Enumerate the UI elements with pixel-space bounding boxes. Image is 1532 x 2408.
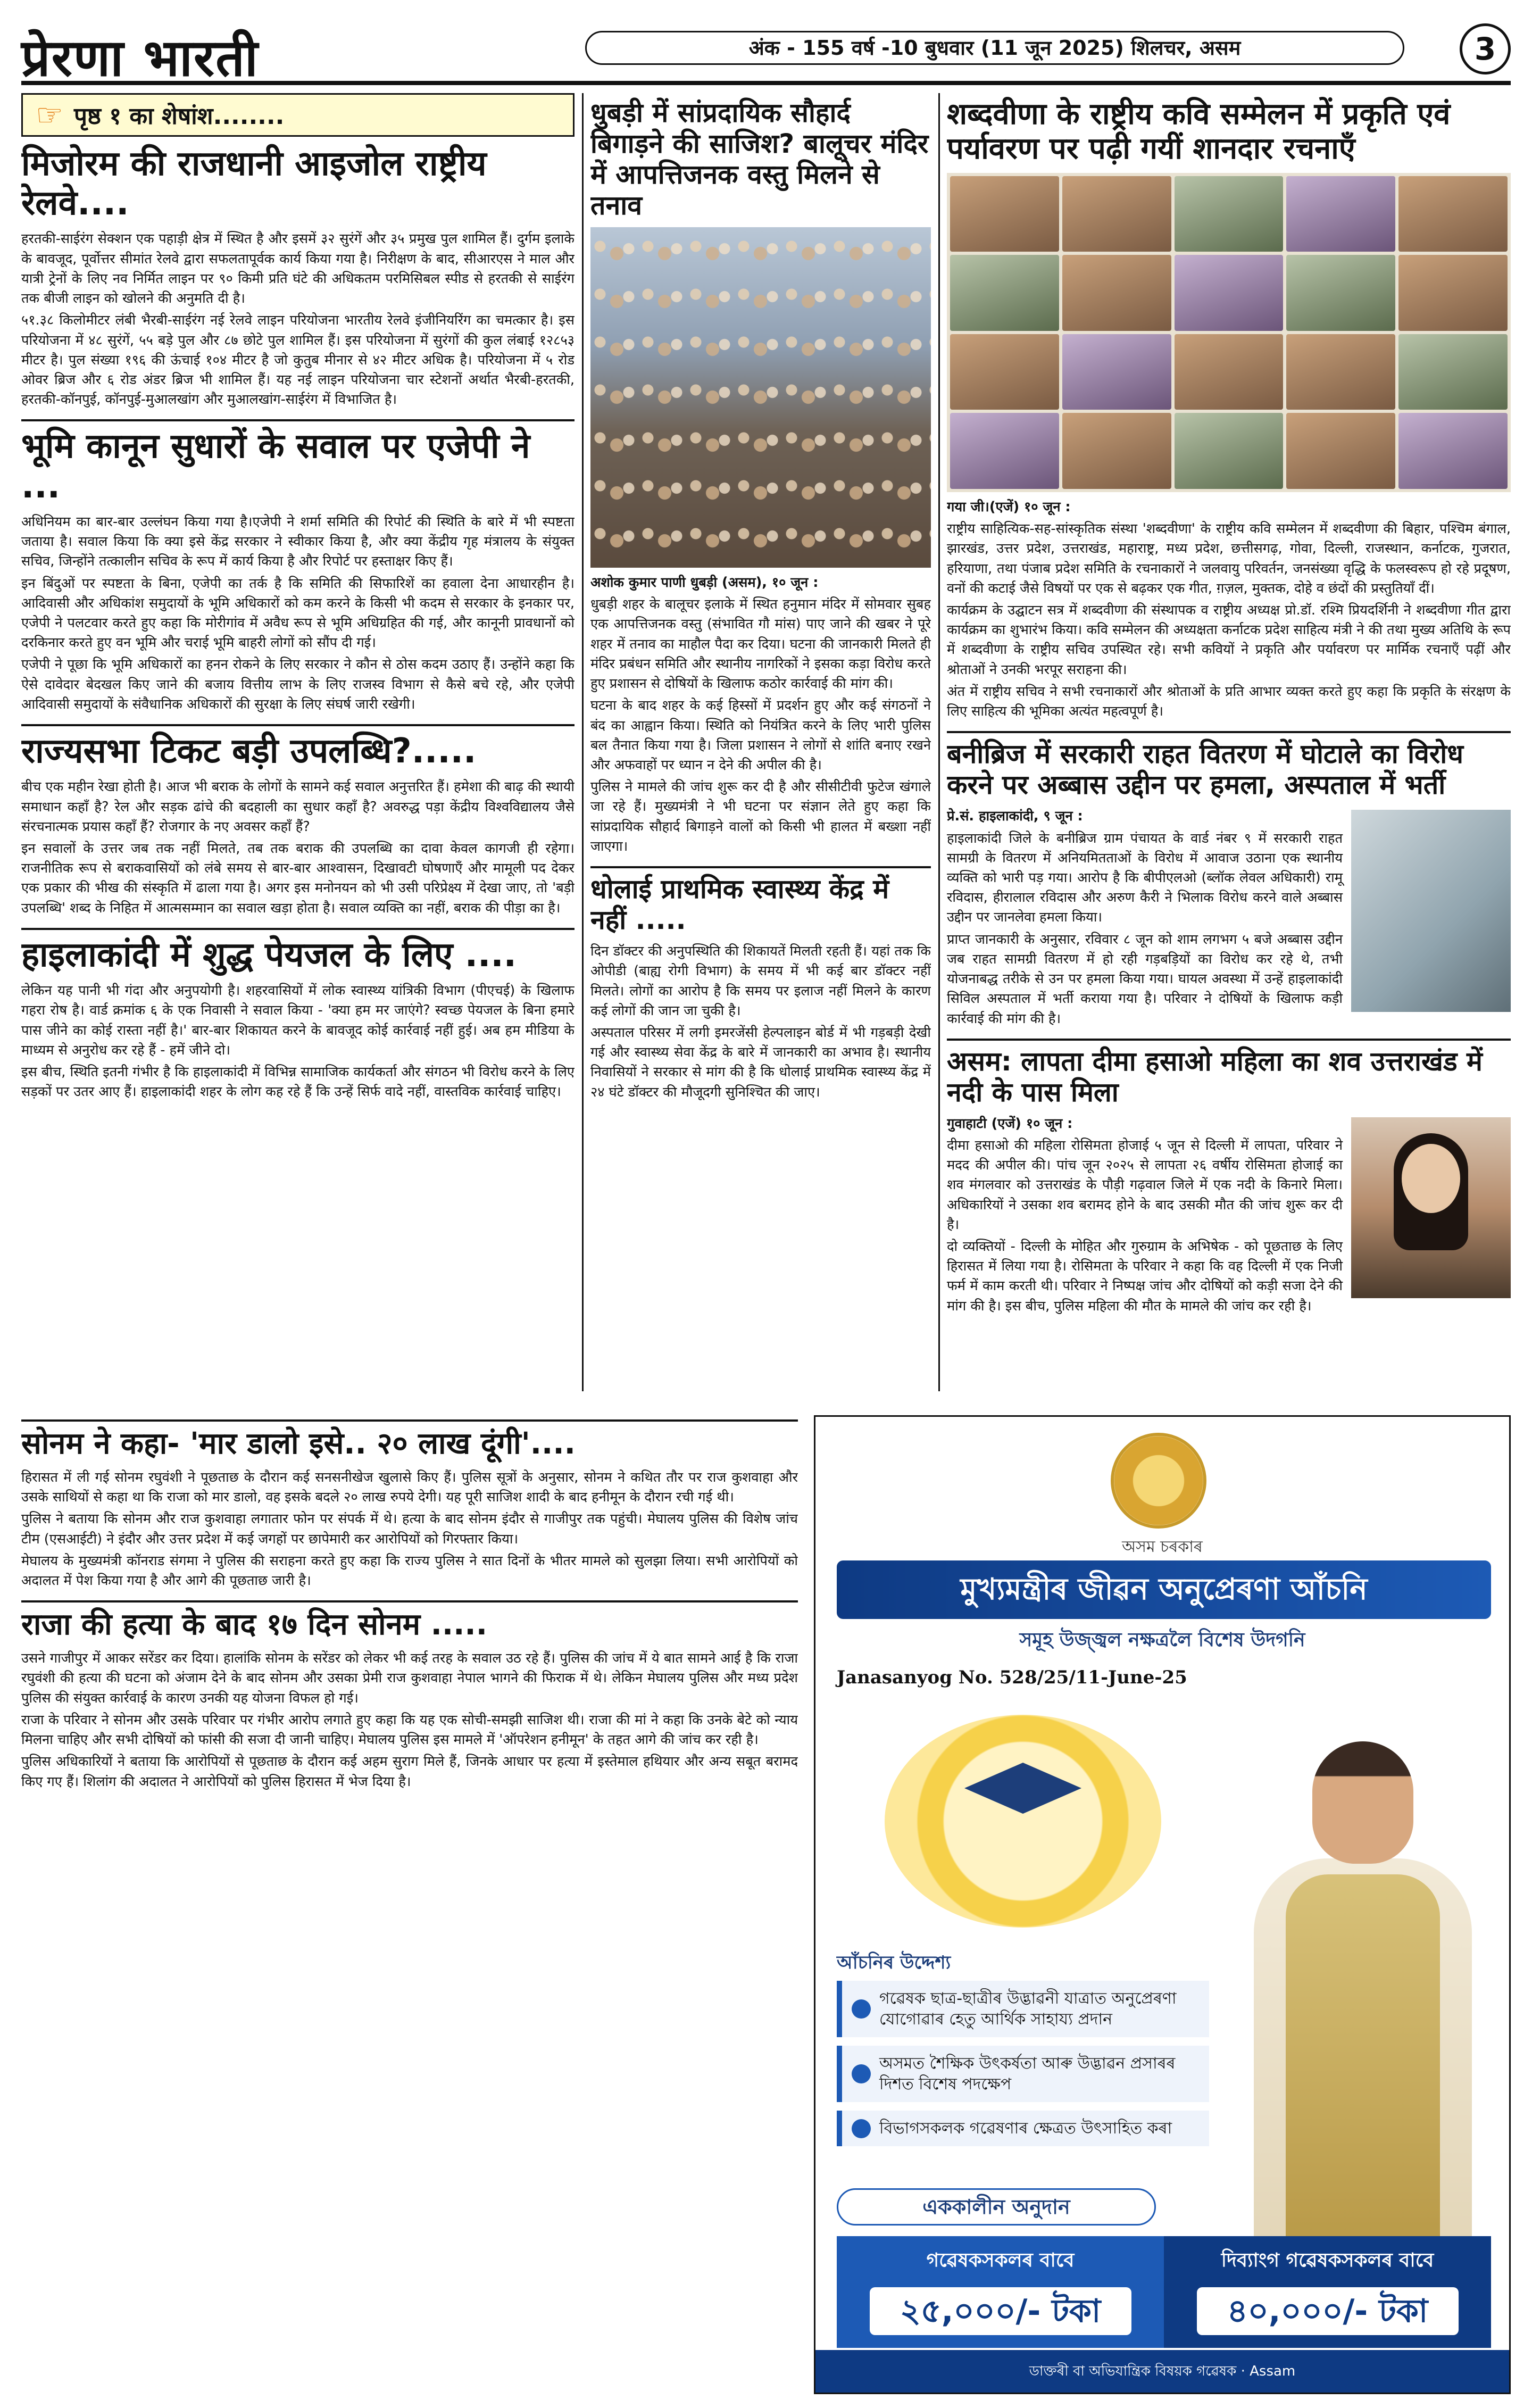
paragraph: इस बीच, स्थिति इतनी गंभीर है कि हाइलाकांदी में विभिन्न सामाजिक कार्यकर्ता और संगठन भी विरोध करने के लिए सड़कों पर उतर आए हैं। हाइलाकांदी शहर के लोग कह रहे हैं कि उन्हें सिर्फ वादे नहीं, वास्तविक कार्रवाई चाहिए। <box>21 1064 574 1100</box>
article-body <box>21 777 574 918</box>
article-body <box>21 1649 798 1792</box>
column-rule <box>582 93 584 1391</box>
paragraph: पुलिस ने मामले की जांच शुरू कर दी है और सीसीटीवी फुटेज खंगाले जा रहे हैं। मुख्यमंत्री ने भी घटना पर संज्ञान लेते हुए कहा कि सांप्रदायिक सौहार्द बिगाड़ने वालों को किसी भी हालत में बख्शा नहीं जाएगा। <box>590 779 931 854</box>
ad-title: মুখ্যমন্ত্ৰীৰ জীৱন অনুপ্ৰেৰণা আঁচনি <box>837 1560 1491 1619</box>
news-photo-crowd <box>590 227 931 568</box>
article-dateline: गुवाहाटी (एजें) १० जून : <box>947 1115 1073 1132</box>
ad-footer: ডাক্তৰী বা অভিযান্ত্ৰিক বিষয়ক গৱেষক · Assam <box>815 2350 1509 2393</box>
check-icon <box>852 2119 871 2138</box>
article-dateline: प्रे.सं. हाइलाकांदी, ९ जून : <box>947 808 1083 825</box>
article-headline[interactable]: असम: लापता दीमा हसाओ महिला का शव उत्तराखंड में नदी के पास मिला <box>947 1039 1511 1108</box>
article-dateline: अशोक कुमार पाणी धुबड़ी (असम), १० जून : <box>590 575 819 591</box>
check-icon <box>852 1999 871 2019</box>
paragraph: हाइलाकांदी जिले के बनीब्रिज ग्राम पंचायत के वार्ड नंबर ९ में सरकारी राहत सामग्री के वितरण में अनियमितताओं के विरोध में आवाज उठाना एक स्थानीय व्यक्ति को भारी पड़ गया। आरोप है कि बीपीएलओ (ब्लॉक लेवल अधिकारी) रामू रविदास, हीरालाल रविदास और अरुण कैरी ने भिलाक विरोध करने वाले अब्बास उद्दीन पर जानलेवा हमला किया। <box>947 830 1343 926</box>
chief-minister-photo <box>1233 1736 1488 2247</box>
paragraph: पुलिस अधिकारियों ने बताया कि आरोपियों से पूछताछ के दौरान कई अहम सुराग मिले हैं, जिनके आधार पर हत्या में इस्तेमाल हथियार और अन्य सबूत बरामद किए गए हैं। शिलांग की अदालत ने आरोपियों को पुलिस हिरासत में भेज दिया है। <box>21 1754 798 1790</box>
middle-column <box>590 93 931 1386</box>
article-headline[interactable]: भूमि कानून सुधारों के सवाल पर एजेपी ने ... <box>21 419 574 505</box>
paragraph: दो व्यक्तियों - दिल्ली के मोहित और गुरुग्राम के अभिषेक - को पूछताछ के लिए हिरासत में लिया गया है। रोसिमता के परिवार ने कहा कि वह दिल्ली में एक निजी फर्म में काम करती थी। परिवार ने निष्पक्ष जांच और दोषियों को कड़ी सजा देने की मांग की है। इस बीच, पुलिस महिला की मौत के मामले की जांच कर रही है। <box>947 1239 1343 1314</box>
paragraph: लेकिन यह पानी भी गंदा और अनुपयोगी है। शहरवासियों में लोक स्वास्थ्य यांत्रिकी विभाग (पीएचई) के खिलाफ गहरा रोष है। वार्ड क्रमांक ६ के एक निवासी ने सवाल किया - 'क्या हम मर जाएंगे? स्वच्छ पेयजल के बिना हमारे पास जीने का कोई रास्ता नहीं है।' बार-बार शिकायत करने के बावजूद कोई कार्रवाई नहीं हुई। अब हम मीडिया के माध्यम से अनुरोध कर रहे हैं - हमें जीने दो। <box>21 983 574 1058</box>
paragraph: ५१.३८ किलोमीटर लंबी भैरबी-साईरंग नई रेलवे लाइन परियोजना भारतीय रेलवे इंजीनियरिंग का चमत्कार है। इस परियोजना में ४८ सुरंगें, ५५ बड़े पुल और ८७ छोटे पुल शामिल हैं। इस परियोजना में सुरंगों की कुल लंबाई १२८५३ मीटर है। पुल संख्या १९६ की ऊंचाई १०४ मीटर है जो कुतुब मीनार से ४२ मीटर अधिक है। परियोजना में ५ रोड ओवर ब्रिज और ६ रोड अंडर ब्रिज भी शामिल हैं। यह नई लाइन परियोजना चार स्टेशनों अर्थात भैरबी-हरतकी, हरतकी-कॉनपुई, कॉनपुई-मुआलखांग और मुआलखांग-साईरंग में विभाजित है। <box>21 312 574 408</box>
grant-card-divyang: দিব্যাংগ গৱেষকসকলৰ বাবে ৪০,০০০/- টকা <box>1164 2236 1491 2348</box>
article-body <box>590 573 931 857</box>
hospital-photo <box>1351 810 1511 1012</box>
right-column <box>947 93 1511 1386</box>
page-number: 3 <box>1460 23 1511 74</box>
ad-tagline: সমূহ উজ্জ্বল নক্ষত্ৰলৈ বিশেষ উদগনি <box>1019 1629 1305 1651</box>
ad-grant-label: এককালীন অনুদান <box>837 2188 1156 2226</box>
paragraph: मेघालय के मुख्यमंत्री कॉनराड संगमा ने पुलिस की सराहना करते हुए कहा कि राज्य पुलिस ने सात दिनों के भीतर मामले को सुलझा लिया। सभी आरोपियों को अदालत में पेश किया गया है और आगे की पूछताछ जारी है। <box>21 1552 798 1589</box>
article-headline[interactable]: हाइलाकांदी में शुद्ध पेयजल के लिए .... <box>21 928 574 975</box>
assam-emblem-icon <box>1111 1433 1206 1529</box>
paragraph: कार्यक्रम के उद्घाटन सत्र में शब्दवीणा की संस्थापक व राष्ट्रीय अध्यक्ष प्रो.डॉ. रश्मि प्रियदर्शिनी ने शब्दवीणा गीत द्वारा कार्यक्रम का शुभारंभ किया। कवि सम्मेलन की अध्यक्षता कर्नाटक प्रदेश साहित्य मंत्री ने की तथा मुख्य अतिथि के रूप में शब्दवीणा के राष्ट्रीय सचिव उपस्थित रहे। सभी कवियों ने प्रकृति और पर्यावरण पर मार्मिक रचनाएँ पढ़ीं और श्रोताओं ने उनकी भरपूर सराहना की। <box>947 602 1511 678</box>
ad-objectives-list <box>837 1981 1209 2155</box>
article-body <box>21 1468 798 1591</box>
article-body <box>947 807 1511 1028</box>
government-advertisement[interactable] <box>814 1415 1511 2394</box>
paragraph: एजेपी ने पूछा कि भूमि अधिकारों का हनन रोकने के लिए सरकार ने कौन से ठोस कदम उठाए हैं। उन्होंने कहा कि ऐसे दावेदार बेदखल किए जाने की बजाय वित्तीय लाभ के लिए राजस्व विभाग से कैसे बचे रहे, और एजेपी आदिवासी समुदायों के संवैधानिक अधिकारों की सुरक्षा के लिए संघर्ष जारी रखेगी। <box>21 657 574 712</box>
paragraph: बीच एक महीन रेखा होती है। आज भी बराक के लोगों के सामने कई सवाल अनुत्तरित हैं। हमेशा की बाढ़ की स्थायी समाधान कहाँ है? रेल और सड़क ढांचे की बदहाली का सुधार कहाँ है? अवरुद्ध पड़ा केंद्रीय विश्वविद्यालय जैसे संरचनात्मक प्रयास कहाँ हैं? रोजगार के नए अवसर कहाँ हैं? <box>21 779 574 835</box>
paragraph: उसने गाजीपुर में आकर सरेंडर कर दिया। हालांकि सोनम के सरेंडर को लेकर भी कई तरह के सवाल उठ रहे हैं। पुलिस की जांच में ये बात सामने आई है कि राजा रघुवंशी की हत्या की घटना को अंजाम देने के बाद सोनम और उसका प्रेमी राज कुशवाहा नेपाल भागने की फिराक में थे। लेकिन मेघालय पुलिस और मध्य प्रदेश पुलिस की संयुक्त कार्रवाई के कारण उनकी यह योजना विफल हो गई। <box>21 1650 798 1706</box>
article-body <box>590 942 931 1102</box>
paragraph: अस्पताल परिसर में लगी इमरजेंसी हेल्पलाइन बोर्ड में भी गड़बड़ी देखी गई और स्वास्थ्य सेवा केंद्र के बारे में जानकारी का अभाव है। स्थानीय निवासियों ने सरकार से मांग की है कि धोलाई प्राथमिक स्वास्थ्य केंद्र में २४ घंटे डॉक्टर की मौजूदगी सुनिश्चित की जाए। <box>590 1024 931 1100</box>
graduation-illustration <box>885 1715 1161 1928</box>
banner-label: पृष्ठ १ का शेषांश........ <box>74 103 285 130</box>
graduation-cap-icon <box>964 1763 1081 1826</box>
grant-card-researchers: গৱেষকসকলৰ বাবে ২৫,০০০/- টকা <box>837 2236 1164 2348</box>
article-headline[interactable]: धोलाई प्राथमिक स्वास्थ्य केंद्र में नहीं ..... <box>590 866 931 935</box>
paragraph: राजा के परिवार ने सोनम और उसके परिवार पर गंभीर आरोप लगाते हुए कहा कि यह एक सोची-समझी साजिश थी। राजा की मां ने कहा कि उनके बेटे को न्याय मिलना चाहिए और सभी दोषियों को फांसी की सजा दी जानी चाहिए। मेघालय पुलिस इस मामले में 'ऑपरेशन हनीमून' के तहत आगे की जांच कर रही है। <box>21 1712 798 1748</box>
article-body <box>947 1114 1511 1316</box>
paragraph: दीमा हसाओ की महिला रोसिमता होजाई ५ जून से दिल्ली में लापता, परिवार ने मदद की अपील की। पांच जून २०२५ से लापता २६ वर्षीय रोसिमता होजाई का शव मंगलवार को उत्तराखंड के पौड़ी गढ़वाल जिले में एक नदी के किनारे मिला। अधिकारियों ने उसका शव बरामद होने के बाद उसकी मौत की जांच शुरू कर दी है। <box>947 1137 1343 1233</box>
ad-gov-label: অসম চৰকাৰ <box>1122 1538 1203 1556</box>
paragraph: धुबड़ी शहर के बालूचर इलाके में स्थित हनुमान मंदिर में सोमवार सुबह एक आपत्तिजनक वस्तु (संभावित गौ मांस) पाए जाने की खबर ने पूरे शहर में तनाव का माहौल पैदा कर दिया। घटना की जानकारी मिलते ही मंदिर प्रबंधन समिति और स्थानीय नागरिकों ने इसका कड़ा विरोध करते हुए प्रशासन से दोषियों के खिलाफ कठोर कार्रवाई की मांग की। <box>590 596 931 692</box>
article-headline[interactable]: शब्दवीणा के राष्ट्रीय कवि सम्मेलन में प्रकृति एवं पर्यावरण पर पढ़ी गयीं शानदार रचनाएँ <box>947 97 1451 166</box>
masthead <box>21 16 1511 88</box>
paragraph: प्राप्त जानकारी के अनुसार, रविवार ८ जून को शाम लगभग ५ बजे अब्बास उद्दीन जब राहत सामग्री वितरण में हो रही गड़बड़ियों का विरोध कर रहे थे, तभी योजनाबद्ध तरीके से उन पर हमला किया गया। घायल अवस्था में उन्हें हाइलाकांदी सिविल अस्पताल में भर्ती कराया गया है। परिवार ने दोषियों के खिलाफ कड़ी कार्रवाई की मांग की है। <box>947 931 1343 1027</box>
check-icon <box>852 2064 871 2083</box>
continuation-banner <box>21 93 574 137</box>
paragraph: हिरासत में ली गई सोनम रघुवंशी ने पूछताछ के दौरान कई सनसनीखेज खुलासे किए हैं। पुलिस सूत्रों के अनुसार, सोनम ने कथित तौर पर राज कुशवाहा और उसके साथियों से कहा था कि राजा को मार डालो, वह इसके बदले २० लाख रुपये देगी। यह पूरी साजिश शादी के बाद हनीमून के दौरान रची गई थी। <box>21 1469 798 1506</box>
left-column <box>21 93 574 1402</box>
paragraph: अंत में राष्ट्रीय सचिव ने सभी रचनाकारों और श्रोताओं के प्रति आभार व्यक्त करते हुए कहा कि प्रकृति के संरक्षण के लिए साहित्य की भूमिका अत्यंत महत्वपूर्ण है। <box>947 683 1511 720</box>
article-headline[interactable]: मिजोरम की राजधानी आइजोल राष्ट्रीय रेलवे.... <box>21 144 487 223</box>
newspaper-logo[interactable]: प्रेरणा भारती <box>21 28 259 88</box>
list-item: বিভাগসকলক গৱেষণাৰ ক্ষেত্ৰত উৎসাহিত কৰা <box>837 2111 1209 2146</box>
paragraph: दिन डॉक्टर की अनुपस्थिति की शिकायतें मिलती रहती हैं। यहां तक कि ओपीडी (बाह्य रोगी विभाग) के समय में भी कई बार डॉक्टर नहीं मिलते। लोगों का आरोप है कि समय पर इलाज नहीं मिलने के कारण कई लोगों की जान जा चुकी है। <box>590 943 931 1019</box>
paragraph: घटना के बाद शहर के कई हिस्सों में प्रदर्शन हुए और कई संगठनों ने बंद का आह्वान किया। स्थिति को नियंत्रित करने के लिए भारी पुलिस बल तैनात किया गया है। जिला प्रशासन ने लोगों से शांति बनाए रखने और अफवाहों पर ध्यान न देने की अपील की है। <box>590 698 931 773</box>
paragraph: हरतकी-साईरंग सेक्शन एक पहाड़ी क्षेत्र में स्थित है और इसमें ३२ सुरंगें और ३५ प्रमुख पुल शामिल हैं। दुर्गम इलाके के बावजूद, पूर्वोत्तर सीमांत रेलवे द्वारा सफलतापूर्वक कार्य किया गया है। निरीक्षण के बाद, सीआरएस ने माल और यात्री ट्रेनों के लिए नव निर्मित लाइन पर ९० किमी प्रति घंटे की अधिकतम परमिसिबल स्पीड से हरतकी से साईरंग तक बीजी लाइन को खोलने की अनुमति दी है। <box>21 231 574 307</box>
paragraph: राष्ट्रीय साहित्यिक-सह-सांस्कृतिक संस्था 'शब्दवीणा' के राष्ट्रीय कवि सम्मेलन में शब्दवीणा की बिहार, पश्चिम बंगाल, झारखंड, उत्तर प्रदेश, उत्तराखंड, महाराष्ट्र, मध्य प्रदेश, छत्तीसगढ़, गोवा, दिल्ली, राजस्थान, कर्नाटक, गुजरात, हरियाणा, तथा पंजाब प्रदेश समिति के रचनाकारों ने जलवायु परिवर्तन, जनसंख्या वृद्धि के फलस्वरूप हो रहे प्रदूषण, वनों की कटाई जैसे विषयों पर एक से बढ़कर एक गीत, ग़ज़ल, मुक्तक, दोहे व छंदों की प्रस्तुतियाँ दीं। <box>947 521 1511 596</box>
paragraph: अधिनियम का बार-बार उल्लंघन किया गया है।एजेपी ने शर्मा समिति की रिपोर्ट की स्थिति के बारे में भी स्पष्टता जताया है। सवाल किया कि क्या इसे केंद्र सरकार ने स्वीकार किया है, और क्या केंद्रीय गृह मंत्रालय के संयुक्त सचिव, जिन्होंने तत्कालीन सचिव के रूप में कार्य किया है और रिपोर्ट पर हस्ताक्षर किए हैं। <box>21 513 574 570</box>
dateline: अंक - 155 वर्ष -10 बुधवार (11 जून 2025) शिलचर, असम <box>585 31 1404 65</box>
paragraph: पुलिस ने बताया कि सोनम और राज कुशवाहा लगातार फोन पर संपर्क में थे। हत्या के बाद सोनम इंदौर से गाजीपुर तक पहुंची। मेघालय पुलिस की विशेष जांच टीम (एसआईटी) ने इंदौर और उत्तर प्रदेश में कई जगहों पर छापेमारी कर आरोपियों को गिरफ्तार किया। <box>21 1511 798 1547</box>
article-body <box>21 229 574 410</box>
list-item: গৱেষক ছাত্ৰ-ছাত্ৰীৰ উদ্ভাৱনী যাত্ৰাত অনুপ্ৰেৰণা যোগোৱাৰ হেতু আৰ্থিক সাহায্য প্ৰদান <box>837 1981 1209 2037</box>
pointing-hand-icon: ☞ <box>36 97 63 133</box>
ad-reference-number: Janasanyog No. 528/25/11-June-25 <box>837 1667 1187 1688</box>
bottom-section <box>21 1415 798 2389</box>
paragraph: इन सवालों के उत्तर जब तक नहीं मिलते, तब तक बराक की उपलब्धि का दावा केवल कागजी ही रहेगा। राजनीतिक रूप से बराकवासियों को लंबे समय से बार-बार आश्वासन, दिखावटी घोषणाएँ और मामूली पद देकर एक प्रकार की भीख की संस्कृति में ढाला गया है। अगर इस मनोनयन को भी उसी परिप्रेक्ष्य में देखा जाए, तो 'बड़ी उपलब्धि' शब्द के निहित में आत्मसम्मान का सवाल खड़ा होता है। सवाल व्यक्ति का नहीं, बराक की पीड़ा का है। <box>21 840 574 916</box>
article-headline[interactable]: सोनम ने कहा- 'मार डालो इसे.. २० लाख दूंगी'.... <box>21 1419 798 1462</box>
article-headline[interactable]: धुबड़ी में सांप्रदायिक सौहार्द बिगाड़ने की साजिश? बालूचर मंदिर में आपत्तिजनक वस्तु मिलने से तनाव <box>590 97 929 221</box>
article-headline[interactable]: राज्यसभा टिकट बड़ी उपलब्धि?..... <box>21 724 574 771</box>
woman-portrait-photo <box>1351 1117 1511 1298</box>
article-headline[interactable]: बनीब्रिज में सरकारी राहत वितरण में घोटाले का विरोध करने पर अब्बास उद्दीन पर हमला, अस्पताल में भर्ती <box>947 731 1511 800</box>
ad-objectives-title: আঁচনিৰ উদ্দেশ্য <box>837 1952 951 1973</box>
article-body <box>21 512 574 715</box>
paragraph: इन बिंदुओं पर स्पष्टता के बिना, एजेपी का तर्क है कि समिति की सिफारिशें का हवाला देना आधारहीन है। आदिवासी और अधिकांश समुदायों के भूमि अधिकारों को कम करने के किसी भी कदम से सरकार के इनकार पर, एजेपी ने पलटवार करते हुए कहा कि मोरीगांव में अवैध रूप से भूमि अधिग्रहित की गई, और कानूनी प्रावधानों को दरकिनार करते हुए वन भूमि और चराई भूमि बाहरी लोगों को सौंप दी गई। <box>21 575 574 651</box>
article-headline[interactable]: राजा की हत्या के बाद १७ दिन सोनम ..... <box>21 1600 798 1642</box>
list-item: অসমত শৈক্ষিক উৎকৰ্ষতা আৰু উদ্ভাৱন প্ৰসাৰৰ দিশত বিশেষ পদক্ষেপ <box>837 2046 1209 2102</box>
column-rule <box>938 93 940 1391</box>
article-body <box>947 497 1511 721</box>
article-dateline: गया जी।(एजें) १० जून : <box>947 499 1071 515</box>
poets-photo-collage <box>947 173 1511 492</box>
article-body <box>21 981 574 1102</box>
ad-grants <box>837 2236 1491 2348</box>
